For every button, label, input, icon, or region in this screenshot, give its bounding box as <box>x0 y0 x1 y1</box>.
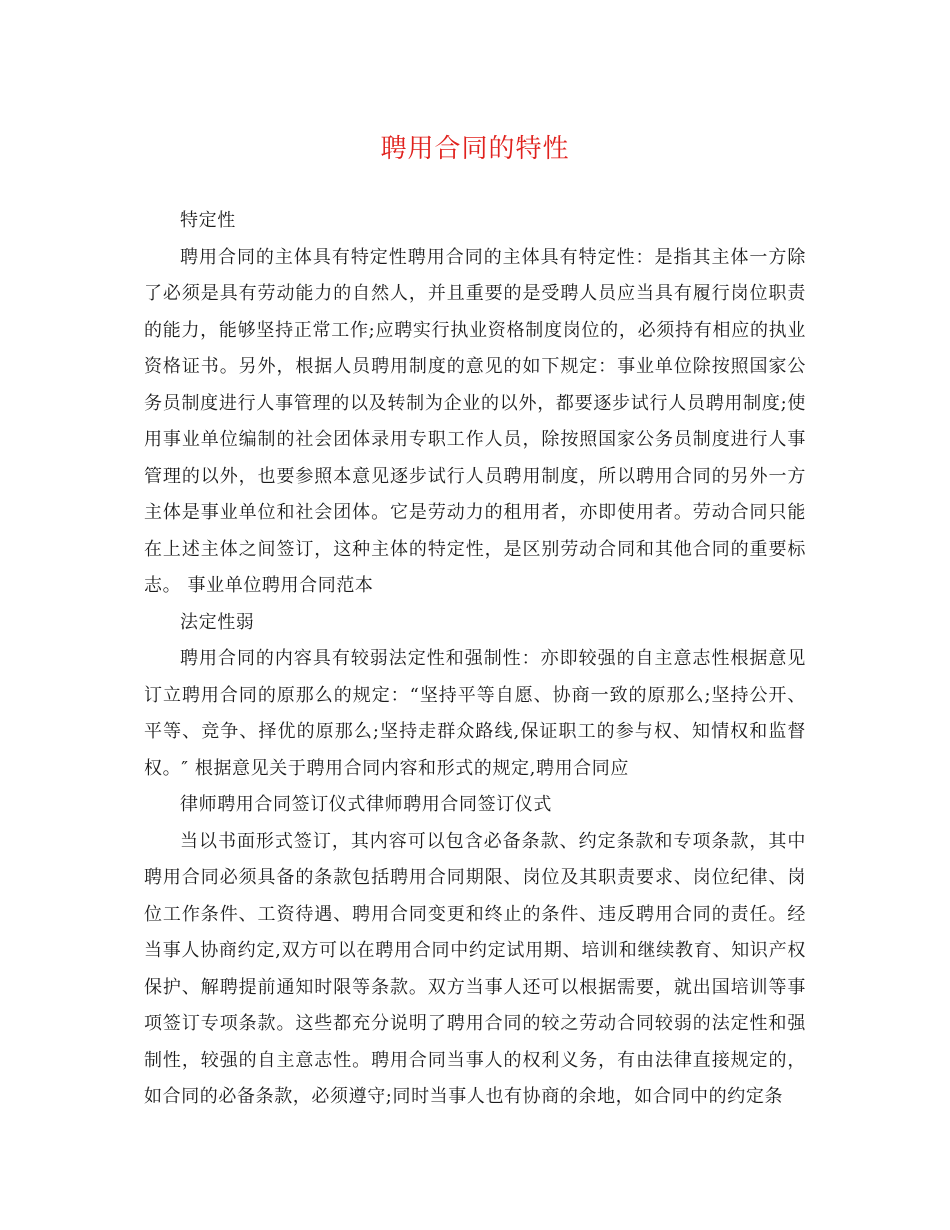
paragraph-specificity: 聘用合同的主体具有特定性聘用合同的主体具有特定性：是指其主体一方除了必须是具有劳动能力的自然人，并且重要的是受聘人员应当具有履行岗位职责的能力，能够坚持正常工作;应聘实行执业资格制度岗位的，必须持有相应的执业资格证书。另外，根据人员聘用制度的意见的如下规定：事业单位除按照国家公务员制度进行人事管理的以及转制为企业的以外，都要逐步试行人员聘用制度;使用事业单位编制的社会团体录用专职工作人员，除按照国家公务员制度进行人事管理的以外，也要参照本意见逐步试行人员聘用制度，所以聘用合同的另外一方主体是事业单位和社会团体。它是劳动力的租用者，亦即使用者。劳动合同只能在上述主体之间签订，这种主体的特定性，是区别劳动合同和其他合同的重要标志。 事业单位聘用合同范本 <box>144 246 806 596</box>
section-heading-specificity: 特定性 <box>180 210 236 231</box>
paragraph-written-form: 当以书面形式签订，其内容可以包含必备条款、约定条款和专项条款，其中聘用合同必须具备的条款包括聘用合同期限、岗位及其职责要求、岗位纪律、岗位工作条件、工资待遇、聘用合同变更和终止的条件、违反聘用合同的责任。经当事人协商约定,双方可以在聘用合同中约定试用期、培训和继续教育、知识产权保护、解聘提前通知时限等条款。双方当事人还可以根据需要，就出国培训等事项签订专项条款。这些都充分说明了聘用合同的较之劳动合同较弱的法定性和强制性，较强的自主意志性。聘用合同当事人的权利义务，有由法律直接规定的，如合同的必备条款，必须遵守;同时当事人也有协商的余地，如合同中的约定条 <box>144 830 806 1107</box>
document-title: 聘用合同的特性 <box>380 134 570 164</box>
section-heading-weak-legality: 法定性弱 <box>180 611 255 633</box>
document-body <box>144 203 806 1116</box>
paragraph-weak-legality: 聘用合同的内容具有较弱法定性和强制性：亦即较强的自主意志性根据意见订立聘用合同的原那么的规定：“坚持平等自愿、协商一致的原那么;坚持公开、平等、竞争、择优的原那么;坚持走群众路线,保证职工的参与权、知情权和监督权。″ 根据意见关于聘用合同内容和形式的规定,聘用合同应 <box>144 648 806 779</box>
paragraph-lawyer-signing: 律师聘用合同签订仪式律师聘用合同签订仪式 <box>180 794 552 815</box>
